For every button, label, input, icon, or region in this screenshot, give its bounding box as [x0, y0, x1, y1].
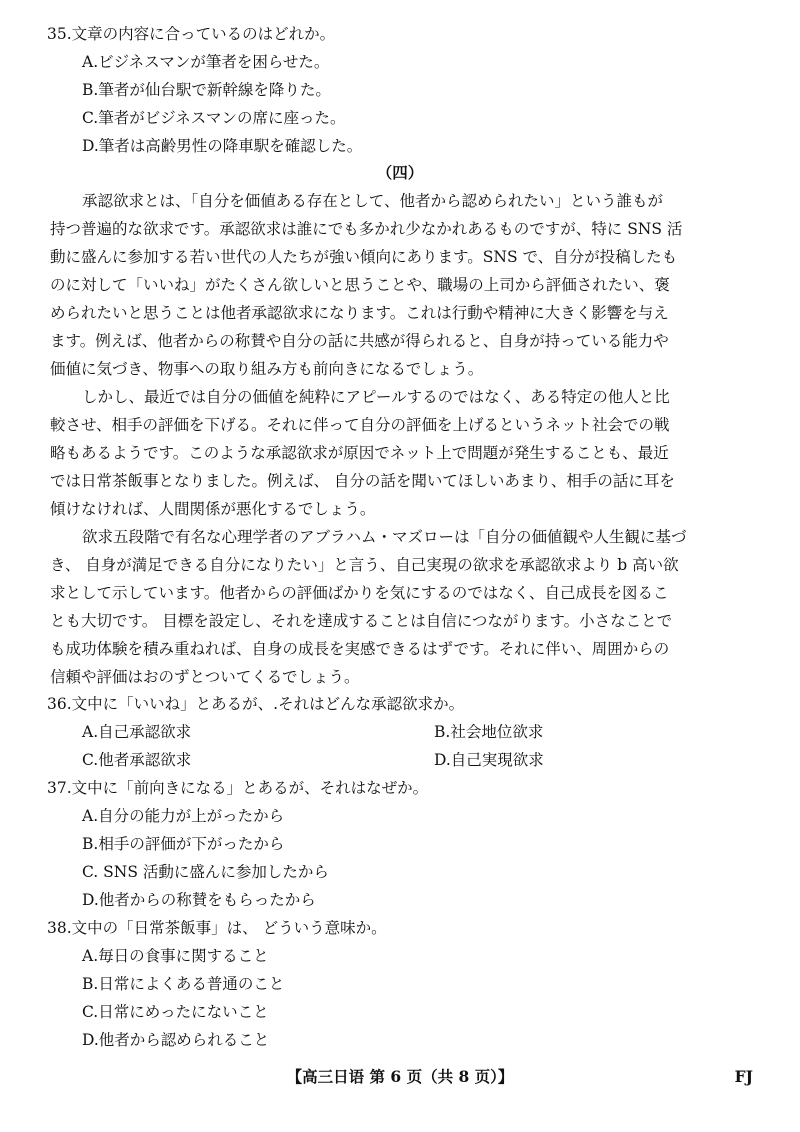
- passage-line: められたいと思うことは他者承認欲求になります。これは行動や精神に大きく影響を与え: [50, 304, 669, 322]
- paper-code: FJ: [734, 1067, 753, 1086]
- passage-line: では日常茶飯事となりました。例えば、 自分の話を聞いてほしいあまり、相手の話に耳を: [50, 472, 675, 490]
- passage-line: とも大切です。 目標を設定し、それを達成することは自信につながります。小さなことで: [50, 612, 673, 630]
- passage-line: き、 自身が満足できる自分になりたい」と言う、自己実現の欲求を承認欲求より b 高い欲: [50, 556, 679, 574]
- q38-option-a: A.毎日の食事に関すること: [82, 947, 269, 965]
- passage-line: 欲求五段階で有名な心理学者のアブラハム・マズローは「自分の価値観や人生観に基づ: [82, 528, 687, 546]
- q37-option-c: C. SNS 活動に盛んに参加したから: [82, 863, 329, 881]
- q35-option-d: D.筆者は高齢男性の降車駅を確認した。: [82, 137, 363, 155]
- q38-question: 38.文中の「日常茶飯事」は、 どういう意味か。: [47, 919, 387, 937]
- q36-option-c: C.他者承認欲求: [82, 751, 192, 769]
- passage-line: 動に盛んに参加する若い世代の人たちが強い傾向にあります。SNS で、自分が投稿したも: [50, 248, 678, 266]
- q35-option-c: C.筆者がビジネスマンの席に座った。: [82, 109, 346, 127]
- q37-option-b: B.相手の評価が下がったから: [82, 835, 285, 853]
- q36-question: 36.文中に「いいね」とあるが、.それはどんな承認欲求か。: [47, 695, 465, 713]
- passage-line: 較させ、相手の評価を下げる。それに伴って自分の評価を上げるというネット社会での戦: [50, 416, 670, 434]
- passage-line: 持つ普遍的な欲求です。承認欲求は誰にでも多かれ少なかれあるものですが、特に SNS 活: [50, 220, 683, 238]
- q38-option-b: B.日常によくある普通のこと: [82, 975, 285, 993]
- q38-option-c: C.日常にめったにないこと: [82, 1003, 269, 1021]
- passage-line: も成功体験を積み重ねれば、自身の成長を実感できるはずです。それに伴い、周囲からの: [50, 640, 670, 658]
- q36-option-d: D.自己実現欲求: [434, 751, 544, 769]
- passage-line: 信頼や評価はおのずとついてくるでしょう。: [50, 668, 360, 686]
- q37-option-a: A.自分の能力が上がったから: [82, 807, 285, 825]
- section-heading: （四）: [376, 163, 424, 182]
- q36-option-b: B.社会地位欲求: [434, 723, 544, 741]
- passage-line: 略もあるようです。このような承認欲求が原因でネット上で問題が発生することも、最近: [50, 444, 669, 462]
- q37-question: 37.文中に「前向きになる」とあるが、それはなぜか。: [47, 779, 429, 797]
- passage-line: しかし、最近では自分の価値を純粋にアピールするのではなく、ある特定の他人と比: [82, 388, 670, 406]
- passage-line: のに対して「いいね」がたくさん欲しいと思うことや、職場の上司から評価されたい、褒: [50, 276, 670, 294]
- passage-line: 価値に気づき、物事への取り組み方も前向きになるでしょう。: [50, 360, 484, 378]
- passage-line: 承認欲求とは、「自分を価値ある存在として、他者から認められたい」という誰もが: [82, 192, 663, 210]
- passage-line: 求として示しています。他者からの評価ばかりを気にするのではなく、自己成長を図るこ: [50, 584, 669, 602]
- page-footer: 【高三日语 第 6 页（共 8 页）】: [286, 1067, 514, 1086]
- q35-option-a: A.ビジネスマンが筆者を困らせた。: [82, 53, 330, 71]
- q37-option-d: D.他者からの称賛をもらったから: [82, 891, 316, 909]
- q35-option-b: B.筆者が仙台駅で新幹線を降りた。: [82, 81, 331, 99]
- q38-option-d: D.他者から認められること: [82, 1031, 270, 1049]
- passage-line: ます。例えば、他者からの称賛や自分の話に共感が得られると、自身が持っている能力や: [50, 332, 669, 350]
- passage-line: 傾けなければ、人間関係が悪化するでしょう。: [50, 500, 376, 518]
- q36-option-a: A.自己承認欲求: [82, 723, 192, 741]
- q35-question: 35.文章の内容に合っているのはどれか。: [47, 25, 336, 43]
